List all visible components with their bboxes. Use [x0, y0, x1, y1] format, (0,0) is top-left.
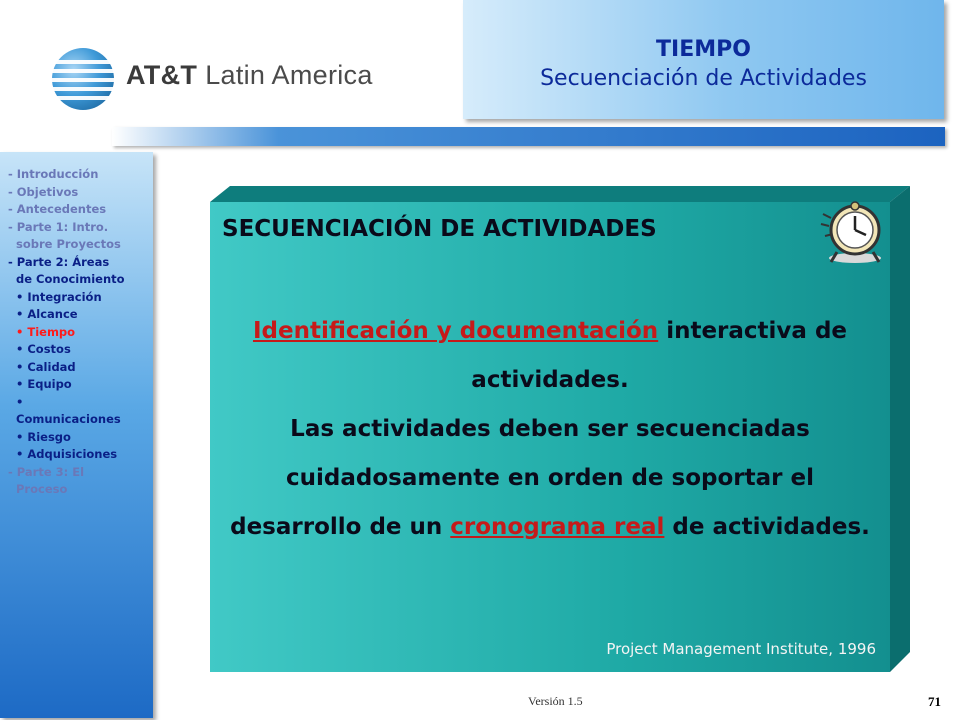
sidebar-item[interactable]: - Parte 2: Áreas [8, 254, 110, 269]
sidebar-item[interactable]: • Costos [8, 342, 71, 356]
sidebar-item[interactable]: • Equipo [8, 377, 72, 391]
logo-brand: AT&T [126, 60, 198, 90]
sidebar-item[interactable]: - Introducción [8, 167, 99, 181]
panel-top-face [210, 186, 910, 202]
sidebar-item[interactable]: de Conocimiento [8, 272, 125, 286]
link-cronograma[interactable]: cronograma real [450, 514, 665, 540]
header-bar [112, 127, 945, 146]
clock-icon [815, 196, 885, 268]
sidebar-item[interactable]: - Parte 3: El [8, 464, 85, 479]
sidebar-item[interactable]: • Tiempo [8, 324, 76, 339]
globe-logo-icon [52, 48, 114, 110]
panel-side-face [890, 186, 910, 672]
link-identificacion[interactable]: Identificación y documentación [252, 318, 659, 344]
slide-title: TIEMPO [656, 36, 751, 62]
sidebar-item[interactable]: • [8, 394, 24, 409]
sidebar-list [0, 152, 153, 499]
sidebar-item[interactable]: • Riesgo [8, 429, 71, 444]
content-panel [210, 202, 890, 672]
sidebar-item[interactable]: • Adquisiciones [8, 447, 118, 461]
sidebar-item[interactable]: • Calidad [8, 359, 76, 374]
sidebar-item[interactable]: sobre Proyectos [8, 237, 121, 251]
sidebar-navigation [0, 152, 153, 718]
sidebar-item[interactable]: • Integración [8, 289, 102, 304]
body-text-3: de actividades. [664, 514, 870, 540]
slide-title-box [463, 0, 944, 119]
sidebar-item[interactable]: - Parte 1: Intro. [8, 219, 109, 234]
panel-body-text [220, 307, 880, 552]
sidebar-item[interactable]: • Alcance [8, 307, 78, 321]
page-number: 71 [928, 694, 941, 709]
panel-heading: SECUENCIACIÓN DE ACTIVIDADES [222, 216, 657, 242]
slide-subtitle: Secuenciación de Actividades [540, 65, 867, 91]
logo-region: Latin America [205, 60, 373, 90]
company-logo [52, 46, 372, 116]
sidebar-item[interactable]: - Objetivos [8, 184, 79, 199]
logo-text [126, 60, 373, 91]
sidebar-item[interactable]: Comunicaciones [8, 412, 121, 426]
sidebar-item[interactable]: Proceso [8, 482, 68, 496]
version-label: Versión 1.5 [528, 694, 583, 708]
source-citation: Project Management Institute, 1996 [606, 640, 876, 658]
body-text-2: Las actividades deben ser secuenciadas cuidadosamente en orden de soportar el desarrollo de un [230, 416, 814, 540]
body-text-1: interactiva de actividades. [471, 318, 848, 393]
sidebar-item[interactable]: - Antecedentes [8, 202, 107, 216]
